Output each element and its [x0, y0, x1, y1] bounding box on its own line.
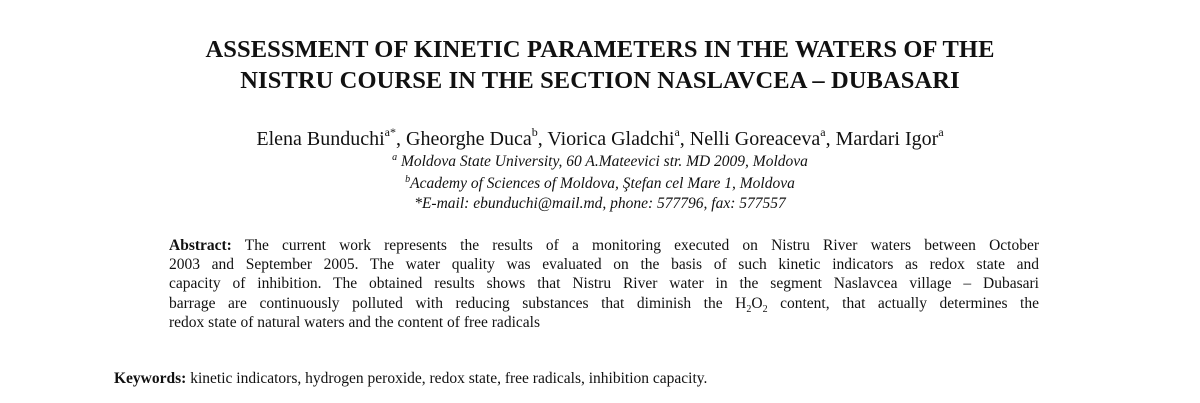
author-name: Gheorghe Duca — [406, 128, 532, 150]
author-name: Nelli Goreaceva — [689, 128, 821, 150]
affiliation-b — [0, 174, 1200, 194]
author-list — [0, 127, 1200, 151]
abstract-block — [169, 236, 1039, 332]
abstract-label: Abstract: — [169, 237, 232, 254]
abstract-text-1: The current work represents the results of a monitoring executed on Nistru River waters between October — [231, 237, 1039, 254]
abstract-text-4c: content, that actually determines the — [767, 294, 1039, 312]
author-separator: , — [537, 128, 548, 150]
author-name: Elena Bunduchi — [256, 128, 385, 150]
author-separator: , — [679, 128, 690, 150]
author-name: Viorica Gladchi — [547, 128, 675, 150]
author-separator: , — [396, 128, 406, 150]
abstract-text-4b: O — [751, 294, 763, 312]
author-separator: , — [825, 128, 836, 150]
author-name: Mardari Igor — [835, 128, 939, 150]
author-affiliation-mark: a* — [384, 125, 396, 140]
author-affiliation-mark: a — [674, 125, 680, 140]
contact-email-line: *E-mail: ebunduchi@mail.md, phone: 577796, fax: 577557 — [414, 195, 786, 212]
author-affiliation-mark: a — [820, 125, 826, 140]
keywords-label: Keywords: — [114, 370, 187, 387]
title-line-2: NISTRU COURSE IN THE SECTION NASLAVCEA – DUBASARI — [240, 67, 960, 94]
keywords-line — [114, 369, 707, 388]
affiliation-a — [0, 152, 1200, 172]
keywords-text: kinetic indicators, hydrogen peroxide, redox state, free radicals, inhibition capacity. — [186, 370, 708, 387]
affiliation-b-text: Academy of Sciences of Moldova, Ştefan cel Mare 1, Moldova — [410, 175, 795, 192]
author-affiliation-mark: a — [938, 125, 944, 140]
abstract-line-3: capacity of inhibition. The obtained results shows that Nistru River water in the segment Naslavcea village – Dubasari — [169, 275, 1039, 293]
author-affiliation-mark: b — [531, 125, 538, 140]
affiliation-a-text: Moldova State University, 60 A.Mateevici str. MD 2009, Moldova — [397, 153, 808, 170]
abstract-line-5: redox state of natural waters and the content of free radicals — [169, 313, 540, 331]
abstract-line-2: 2003 and September 2005. The water quality was evaluated on the basis of such kinetic indicators as redox state and — [169, 256, 1039, 274]
abstract-text-4a: barrage are continuously polluted with reducing substances that diminish the H — [169, 294, 747, 312]
abstract-line-4 — [169, 294, 1039, 313]
paper-title — [0, 34, 1200, 96]
abstract-line-1 — [169, 236, 1039, 255]
affiliation-a-mark: a — [392, 151, 398, 163]
affiliation-b-mark: b — [405, 173, 411, 185]
subscript-2: 2 — [762, 303, 768, 315]
subscript-2: 2 — [746, 303, 752, 315]
title-line-1: ASSESSMENT OF KINETIC PARAMETERS IN THE WATERS OF THE — [205, 36, 995, 63]
